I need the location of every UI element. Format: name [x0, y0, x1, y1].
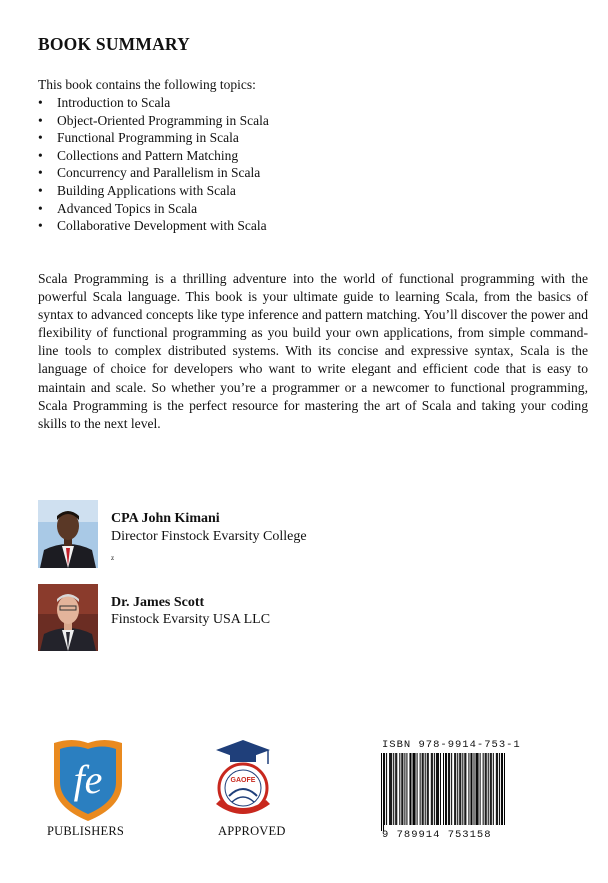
barcode-bar: [485, 753, 486, 825]
endorser-photo-scott: [38, 584, 98, 651]
barcode-bar: [436, 753, 437, 825]
barcode-bar: [471, 753, 472, 825]
list-item: • Concurrency and Parallelism in Scala: [38, 165, 261, 181]
barcode-bar: [470, 753, 471, 825]
barcode-bar: [477, 753, 478, 825]
barcode-bar: [483, 753, 484, 825]
bullet-icon: •: [38, 182, 43, 198]
barcode-bar: [501, 753, 502, 825]
shield-icon: [48, 737, 128, 823]
barcode-bar: [393, 753, 394, 825]
bullet-icon: •: [38, 165, 43, 181]
approved-caption: APPROVED: [218, 824, 286, 838]
barcode-bar: [422, 753, 423, 825]
endorser-photo-kimani: [38, 500, 98, 568]
barcode-bar: [399, 753, 400, 825]
endorser-name: Dr. James Scott: [111, 595, 205, 610]
barcode-bar: [391, 753, 392, 825]
barcode-bar: [423, 753, 424, 825]
barcode-bar: [451, 753, 452, 825]
barcode-bar: [504, 753, 505, 825]
barcode-bar: [488, 753, 489, 825]
barcode-bar: [468, 753, 469, 825]
barcode-bar: [502, 753, 503, 825]
bullet-icon: •: [38, 112, 43, 128]
barcode-bar: [445, 753, 446, 825]
portrait-icon: [38, 584, 98, 651]
barcode-icon: [381, 753, 505, 831]
barcode-bar: [389, 753, 390, 825]
barcode-bar: [428, 753, 429, 825]
isbn-bottom-text: 9 789914 753158: [382, 829, 492, 841]
publisher-logo: [48, 737, 128, 823]
page-title: BOOK SUMMARY: [38, 34, 190, 54]
barcode-bar: [462, 753, 463, 825]
barcode-bar: [431, 753, 432, 825]
barcode-bar: [432, 753, 433, 825]
barcode-bar: [455, 753, 456, 825]
barcode-bar: [415, 753, 416, 825]
barcode-bar: [402, 753, 403, 825]
barcode-bar: [490, 753, 491, 825]
publisher-caption: PUBLISHERS: [47, 824, 125, 838]
barcode-bar: [434, 753, 435, 825]
approved-badge: [208, 738, 278, 822]
barcode-bar: [395, 753, 396, 825]
barcode-bar: [443, 753, 444, 825]
graduation-cap-icon: [208, 738, 278, 822]
barcode-bar: [460, 753, 461, 825]
barcode-bar: [406, 753, 407, 825]
barcode-bar: [457, 753, 458, 825]
isbn-top-text: ISBN 978-9914-753-1: [382, 739, 521, 751]
barcode-bar: [473, 753, 474, 825]
list-item: • Collections and Pattern Matching: [38, 147, 239, 163]
barcode-bar: [413, 753, 414, 825]
barcode-bar: [497, 753, 498, 825]
bullet-icon: •: [38, 200, 43, 216]
barcode-bar: [499, 753, 500, 825]
barcode-bar: [410, 753, 411, 825]
list-item: • Collaborative Development with Scala: [38, 218, 267, 234]
endorser-role: Finstock Evarsity USA LLC: [111, 612, 271, 627]
portrait-icon: [38, 500, 98, 568]
isbn-barcode: [381, 753, 505, 831]
barcode-bar: [464, 753, 465, 825]
barcode-bar: [427, 753, 428, 825]
list-item: • Building Applications with Scala: [38, 182, 236, 198]
barcode-bar: [404, 753, 405, 825]
barcode-bar: [384, 753, 385, 825]
barcode-bar: [414, 753, 415, 825]
barcode-bar: [446, 753, 447, 825]
endorser-note: z: [111, 554, 115, 562]
barcode-bar: [496, 753, 497, 825]
barcode-bar: [437, 753, 438, 825]
bullet-icon: •: [38, 130, 43, 146]
barcode-bar: [417, 753, 418, 825]
bullet-icon: •: [38, 95, 43, 110]
barcode-bar: [476, 753, 477, 825]
barcode-bar: [465, 753, 466, 825]
barcode-bar: [420, 753, 421, 825]
barcode-bar: [486, 753, 487, 825]
barcode-bar: [440, 753, 441, 825]
barcode-bar: [381, 753, 382, 831]
topics-intro: This book contains the following topics:: [38, 77, 256, 92]
barcode-bar: [491, 753, 492, 825]
barcode-bar: [448, 753, 449, 825]
barcode-bar: [386, 753, 387, 825]
bullet-icon: •: [38, 218, 43, 234]
barcode-bar: [454, 753, 455, 825]
topics-list: [38, 94, 269, 235]
bullet-icon: •: [38, 147, 43, 163]
barcode-bar: [449, 753, 450, 825]
list-item: • Object-Oriented Programming in Scala: [38, 112, 269, 128]
barcode-bar: [390, 753, 391, 825]
publisher-mark: fe: [73, 757, 103, 802]
list-item: • Introduction to Scala: [38, 95, 171, 110]
summary-paragraph: Scala Programming is a thrilling adventure into the world of functional programming with the powerful Scala language. This book is your ultimate guide to learning Scala, from the basics of syntax to advanced concepts like type inference and pattern matching. You’ll discover the power and flexibility of functional programming as you build your own applications, from simple command-line tools to complex distributed systems. With its concise and expressive syntax, Scala is the language of choice for developers who want to write elegant and efficient code that is easy to maintain and scale. So whether you’re a programmer or a newcomer to functional programming, Scala Programming is the perfect resource for mastering the art of Scala and taking your coding skills to the next level.: [38, 271, 588, 431]
badge-text: GAOFE: [230, 777, 256, 784]
barcode-bar: [383, 753, 384, 831]
barcode-bar: [409, 753, 410, 825]
barcode-bar: [480, 753, 481, 825]
barcode-bar: [396, 753, 397, 825]
barcode-bar: [493, 753, 494, 825]
barcode-bar: [425, 753, 426, 825]
barcode-bar: [459, 753, 460, 825]
barcode-bar: [401, 753, 402, 825]
endorser-name: CPA John Kimani: [111, 511, 220, 526]
barcode-bar: [478, 753, 479, 825]
endorser-role: Director Finstock Evarsity College: [111, 529, 307, 544]
list-item: • Functional Programming in Scala: [38, 130, 239, 146]
barcode-bar: [438, 753, 439, 825]
list-item: • Advanced Topics in Scala: [38, 200, 198, 216]
